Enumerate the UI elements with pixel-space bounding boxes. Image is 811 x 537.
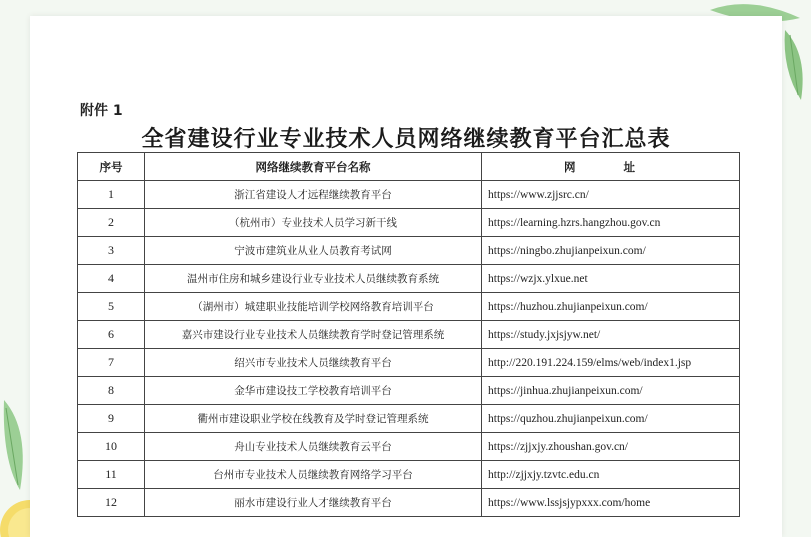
platform-name: 温州市住房和城乡建设行业专业技术人员继续教育系统 <box>145 265 482 293</box>
platform-table <box>77 152 740 517</box>
table-row <box>78 321 740 349</box>
row-number: 8 <box>78 377 145 405</box>
row-number: 10 <box>78 433 145 461</box>
platform-name: （湖州市）城建职业技能培训学校网络教育培训平台 <box>145 293 482 321</box>
row-number: 3 <box>78 237 145 265</box>
table-row <box>78 237 740 265</box>
platform-url: https://wzjx.ylxue.net <box>482 265 740 293</box>
platform-name: 浙江省建设人才远程继续教育平台 <box>145 181 482 209</box>
platform-name: （杭州市）专业技术人员学习新干线 <box>145 209 482 237</box>
platform-url: http://zjjxjy.tzvtc.edu.cn <box>482 461 740 489</box>
platform-name: 绍兴市专业技术人员继续教育平台 <box>145 349 482 377</box>
table-row <box>78 405 740 433</box>
header-number: 序号 <box>78 153 145 181</box>
table-row <box>78 461 740 489</box>
platform-url: https://zjjxjy.zhoushan.gov.cn/ <box>482 433 740 461</box>
header-url <box>482 153 740 181</box>
platform-url: http://220.191.224.159/elms/web/index1.jsp <box>482 349 740 377</box>
table-row <box>78 377 740 405</box>
platform-url: https://www.zjjsrc.cn/ <box>482 181 740 209</box>
platform-name: 金华市建设技工学校教育培训平台 <box>145 377 482 405</box>
table-header-row <box>78 153 740 181</box>
table-row <box>78 293 740 321</box>
header-url-text: 网 址 <box>563 159 657 174</box>
table-row <box>78 433 740 461</box>
table-row <box>78 349 740 377</box>
platform-name: 宁波市建筑业从业人员教育考试网 <box>145 237 482 265</box>
platform-name: 嘉兴市建设行业专业技术人员继续教育学时登记管理系统 <box>145 321 482 349</box>
row-number: 4 <box>78 265 145 293</box>
platform-url: https://www.lssjsjypxxx.com/home <box>482 489 740 517</box>
platform-url: https://jinhua.zhujianpeixun.com/ <box>482 377 740 405</box>
attachment-label: 附件 1 <box>80 103 123 119</box>
row-number: 7 <box>78 349 145 377</box>
table-row <box>78 181 740 209</box>
platform-name: 丽水市建设行业人才继续教育平台 <box>145 489 482 517</box>
platform-name: 衢州市建设职业学校在线教育及学时登记管理系统 <box>145 405 482 433</box>
row-number: 12 <box>78 489 145 517</box>
table-row <box>78 209 740 237</box>
row-number: 9 <box>78 405 145 433</box>
row-number: 5 <box>78 293 145 321</box>
row-number: 1 <box>78 181 145 209</box>
header-platform-name: 网络继续教育平台名称 <box>145 153 482 181</box>
table-row <box>78 265 740 293</box>
document-page <box>30 16 782 537</box>
platform-url: https://study.jxjsjyw.net/ <box>482 321 740 349</box>
table-row <box>78 489 740 517</box>
platform-name: 舟山专业技术人员继续教育云平台 <box>145 433 482 461</box>
platform-name: 台州市专业技术人员继续教育网络学习平台 <box>145 461 482 489</box>
platform-url: https://learning.hzrs.hangzhou.gov.cn <box>482 209 740 237</box>
document-title: 全省建设行业专业技术人员网络继续教育平台汇总表 <box>141 127 671 152</box>
row-number: 6 <box>78 321 145 349</box>
row-number: 2 <box>78 209 145 237</box>
row-number: 11 <box>78 461 145 489</box>
platform-url: https://quzhou.zhujianpeixun.com/ <box>482 405 740 433</box>
platform-url: https://ningbo.zhujianpeixun.com/ <box>482 237 740 265</box>
platform-url: https://huzhou.zhujianpeixun.com/ <box>482 293 740 321</box>
